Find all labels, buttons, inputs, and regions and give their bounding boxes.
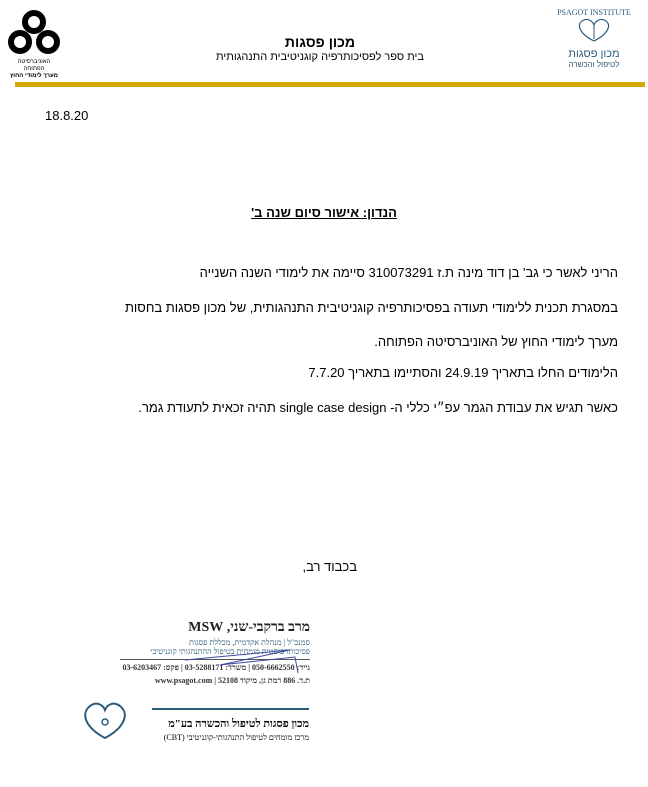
body-line: מערך לימודי החוץ של האוניברסיטה הפתוחה.: [374, 334, 618, 349]
header-divider: [15, 82, 645, 87]
logo-text-university: האוניברסיטה הפתוחה: [17, 59, 51, 72]
header-title: מכון פסגות: [284, 34, 356, 50]
open-university-logo: [8, 10, 60, 79]
body-line: הריני לאשר כי גב' בן דוד מינה ת.ז 310073291 סיימה את לימודי השנה השנייה: [199, 265, 618, 280]
signer-specialty: פסיכותרפיסטית מומחית בטיפול ההתנהגותי קוגניטיבי: [150, 647, 310, 656]
org-divider: [152, 708, 309, 710]
closing: בכבוד רב,: [302, 559, 357, 574]
psagot-arc-text: PSAGOT INSTITUTE: [557, 8, 631, 17]
header-subtitle: בית ספר לפסיכותרפיה קוגניטיבית התנהגותית: [216, 51, 424, 63]
psagot-tagline: לטיפול והכשרה: [568, 60, 620, 69]
psagot-heart-logo-icon: [78, 700, 133, 740]
logo-text-department: מערך לימודי החוץ: [9, 73, 59, 79]
body-line: הלימודים החלו בתאריך 24.9.19 והסתיימו בתאריך 7.7.20: [308, 365, 618, 380]
psagot-name: מכון פסגות: [568, 48, 620, 60]
org-name: מכון פסגות לטיפול והכשרה בע"מ: [168, 718, 309, 730]
signer-name: מרב ברקבי-שני, MSW: [188, 620, 310, 635]
signer-role: סמנכ"ל | מנהלת אקדמית, מכללת פסגות: [189, 638, 310, 647]
body-line: כאשר תגיש את עבודת הגמר עפ״י כללי ה- single case design תהיה זכאית לתעודת גמר.: [138, 400, 618, 415]
open-university-emblem-icon: [8, 10, 60, 54]
handwritten-signature: [180, 645, 300, 675]
letter-subject: הנדון: אישור סיום שנה ב': [251, 205, 397, 220]
letter-date: 18.8.20: [45, 108, 89, 123]
address-and-website: ת.ד. 886 רמת גן, מיקוד 52108 | www.psagot.com: [154, 676, 310, 685]
contact-numbers: נייד: 050-6662550 | משרד: 03-5288171 | פקס: 03-6203467: [122, 663, 310, 672]
org-subtitle: מרכז מומחים לטיפול התנהגותי-קוגניטיבי (CBT): [163, 733, 309, 742]
body-line: במסגרת תכנית ללימודי תעודה בפסיכותרפיה קוגניטיבית התנהגותית, של מכון פסגות בחסות: [124, 300, 618, 315]
psagot-logo: [548, 8, 640, 80]
heart-hands-icon: [548, 17, 640, 43]
